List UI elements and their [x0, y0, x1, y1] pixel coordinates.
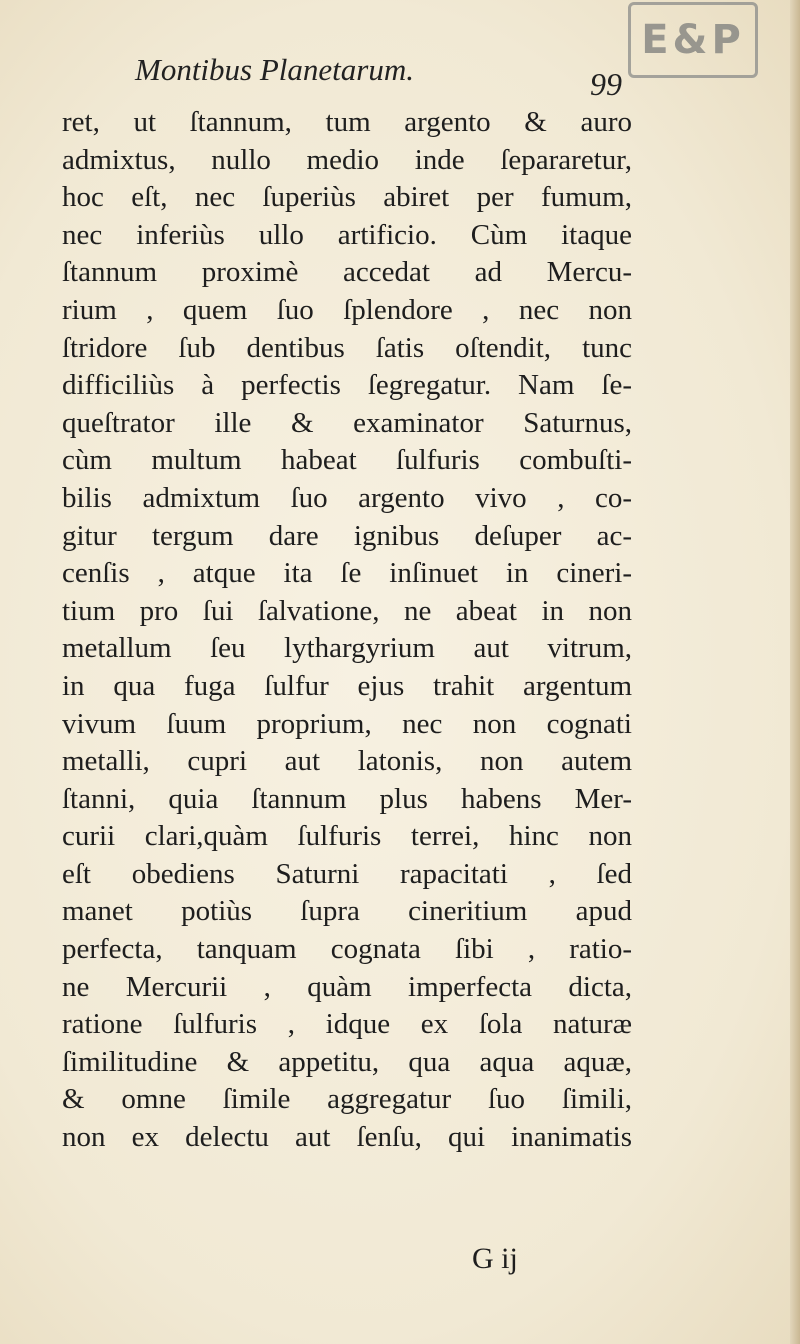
text-line: difficiliùs à perfectis ſegregatur. Nam ſe- [62, 369, 632, 402]
text-line: ratione ſulfuris , idque ex ſola naturæ [62, 1008, 632, 1041]
text-line: ſtanni, quia ſtannum plus habens Mer- [62, 782, 632, 815]
text-line: hoc eſt, nec ſuperiùs abiret per fumum, [62, 181, 632, 214]
text-line: queſtrator ille & examinator Saturnus, [62, 406, 632, 439]
page-number: 99 [590, 66, 622, 102]
text-line: ſimilitudine & appetitu, qua aqua aquæ, [62, 1045, 632, 1078]
text-line: ſtridore ſub dentibus ſatis oſtendit, tunc [62, 331, 632, 364]
page-edge [790, 0, 800, 1344]
text-line: cùm multum habeat ſulfuris combuſti- [62, 444, 632, 477]
body-text [62, 104, 632, 1157]
text-line: perfecta, tanquam cognata ſibi , ratio- [62, 933, 632, 966]
text-line: metallum ſeu lythargyrium aut vitrum, [62, 632, 632, 665]
signature-mark: G ij [472, 1242, 518, 1275]
text-line: manet potiùs ſupra cineritium apud [62, 895, 632, 928]
text-line: curii clari,quàm ſulfuris terrei, hinc non [62, 820, 632, 853]
text-line: metalli, cupri aut latonis, non autem [62, 745, 632, 778]
running-head: Montibus Planetarum. [135, 52, 414, 87]
text-line: eſt obediens Saturni rapacitati , ſed [62, 857, 632, 890]
text-line: tium pro ſui ſalvatione, ne abeat in non [62, 594, 632, 627]
text-line: admixtus, nullo medio inde ſepararetur, [62, 143, 632, 176]
library-stamp-icon: E&P [628, 2, 758, 78]
text-line: ret, ut ſtannum, tum argento & auro [62, 106, 632, 138]
text-line: vivum ſuum proprium, nec non cognati [62, 707, 632, 740]
text-line: ne Mercurii , quàm imperfecta dicta, [62, 970, 632, 1003]
text-line: nec inferiùs ullo artificio. Cùm itaque [62, 218, 632, 251]
text-line: in qua fuga ſulfur ejus trahit argentum [62, 669, 632, 702]
text-line: bilis admixtum ſuo argento vivo , co- [62, 481, 632, 514]
text-line: rium , quem ſuo ſplendore , nec non [62, 293, 632, 326]
text-line: cenſis , atque ita ſe inſinuet in cineri- [62, 557, 632, 590]
text-line: gitur tergum dare ignibus deſuper ac- [62, 519, 632, 552]
text-line: ſtannum proximè accedat ad Mercu- [62, 256, 632, 289]
text-line: & omne ſimile aggregatur ſuo ſimili, [62, 1083, 632, 1116]
text-line: non ex delectu aut ſenſu, qui inanimatis [62, 1121, 632, 1154]
